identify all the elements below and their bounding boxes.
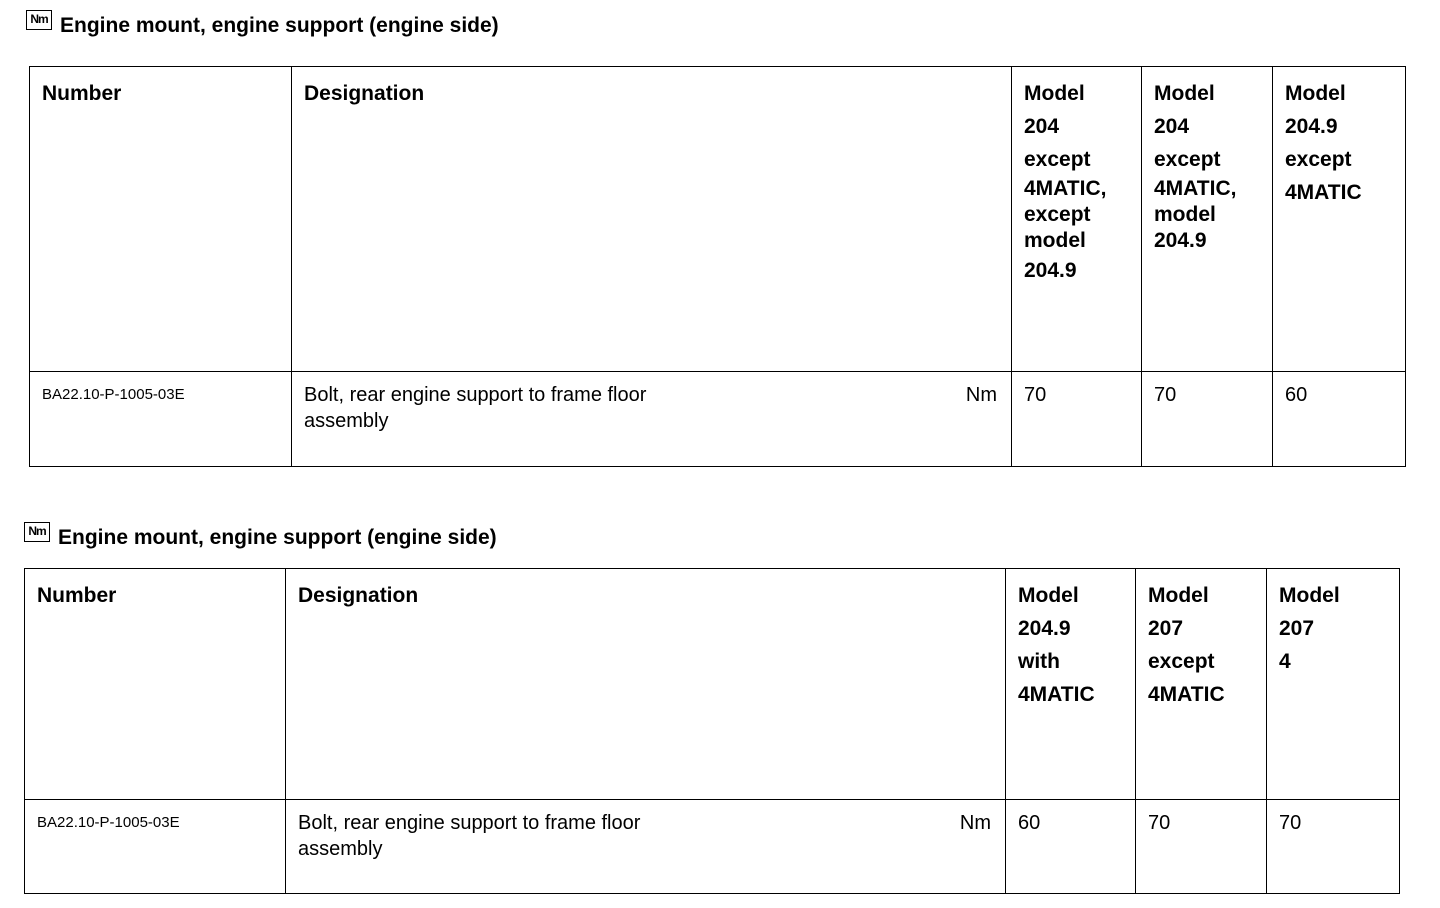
header-number: Number [25, 569, 286, 800]
header-model-3: Model 207 4 [1267, 569, 1400, 800]
section-2-title: Engine mount, engine support (engine side) [58, 526, 497, 549]
table-row [25, 800, 1400, 894]
row-unit: Nm [965, 384, 997, 406]
row-unit: Nm [959, 812, 991, 834]
row-value-2: 70 [1142, 372, 1273, 467]
row-designation-cell [292, 372, 1012, 467]
row-value-2: 70 [1136, 800, 1267, 894]
table-header-row [30, 67, 1406, 372]
torque-nm-icon: Nm [26, 10, 52, 30]
header-model-3: Model 204.9 except 4MATIC [1273, 67, 1406, 372]
torque-nm-icon: Nm [24, 522, 50, 542]
header-model-1: Model 204.9 with 4MATIC [1006, 569, 1136, 800]
row-value-1: 70 [1012, 372, 1142, 467]
section-1-title: Engine mount, engine support (engine side) [60, 14, 499, 37]
table-row [30, 372, 1406, 467]
section-1-torque-table [29, 66, 1406, 467]
section-1-title-row [26, 14, 499, 38]
header-designation: Designation [292, 67, 1012, 372]
row-value-3: 60 [1273, 372, 1406, 467]
section-2-title-row [24, 526, 497, 550]
row-designation: Bolt, rear engine support to frame floor assembly [298, 812, 641, 860]
row-value-1: 60 [1006, 800, 1136, 894]
header-model-1: Model 204 except 4MATIC, except model 204.9 [1012, 67, 1142, 372]
header-model-2: Model 207 except 4MATIC [1136, 569, 1267, 800]
row-value-3: 70 [1267, 800, 1400, 894]
header-designation: Designation [286, 569, 1006, 800]
row-designation: Bolt, rear engine support to frame floor assembly [304, 384, 647, 432]
row-designation-cell [286, 800, 1006, 894]
table-header-row [25, 569, 1400, 800]
header-model-2: Model 204 except 4MATIC, model 204.9 [1142, 67, 1273, 372]
header-number: Number [30, 67, 292, 372]
row-number: BA22.10-P-1005-03E [30, 372, 292, 467]
row-number: BA22.10-P-1005-03E [25, 800, 286, 894]
section-2-torque-table [24, 568, 1400, 894]
